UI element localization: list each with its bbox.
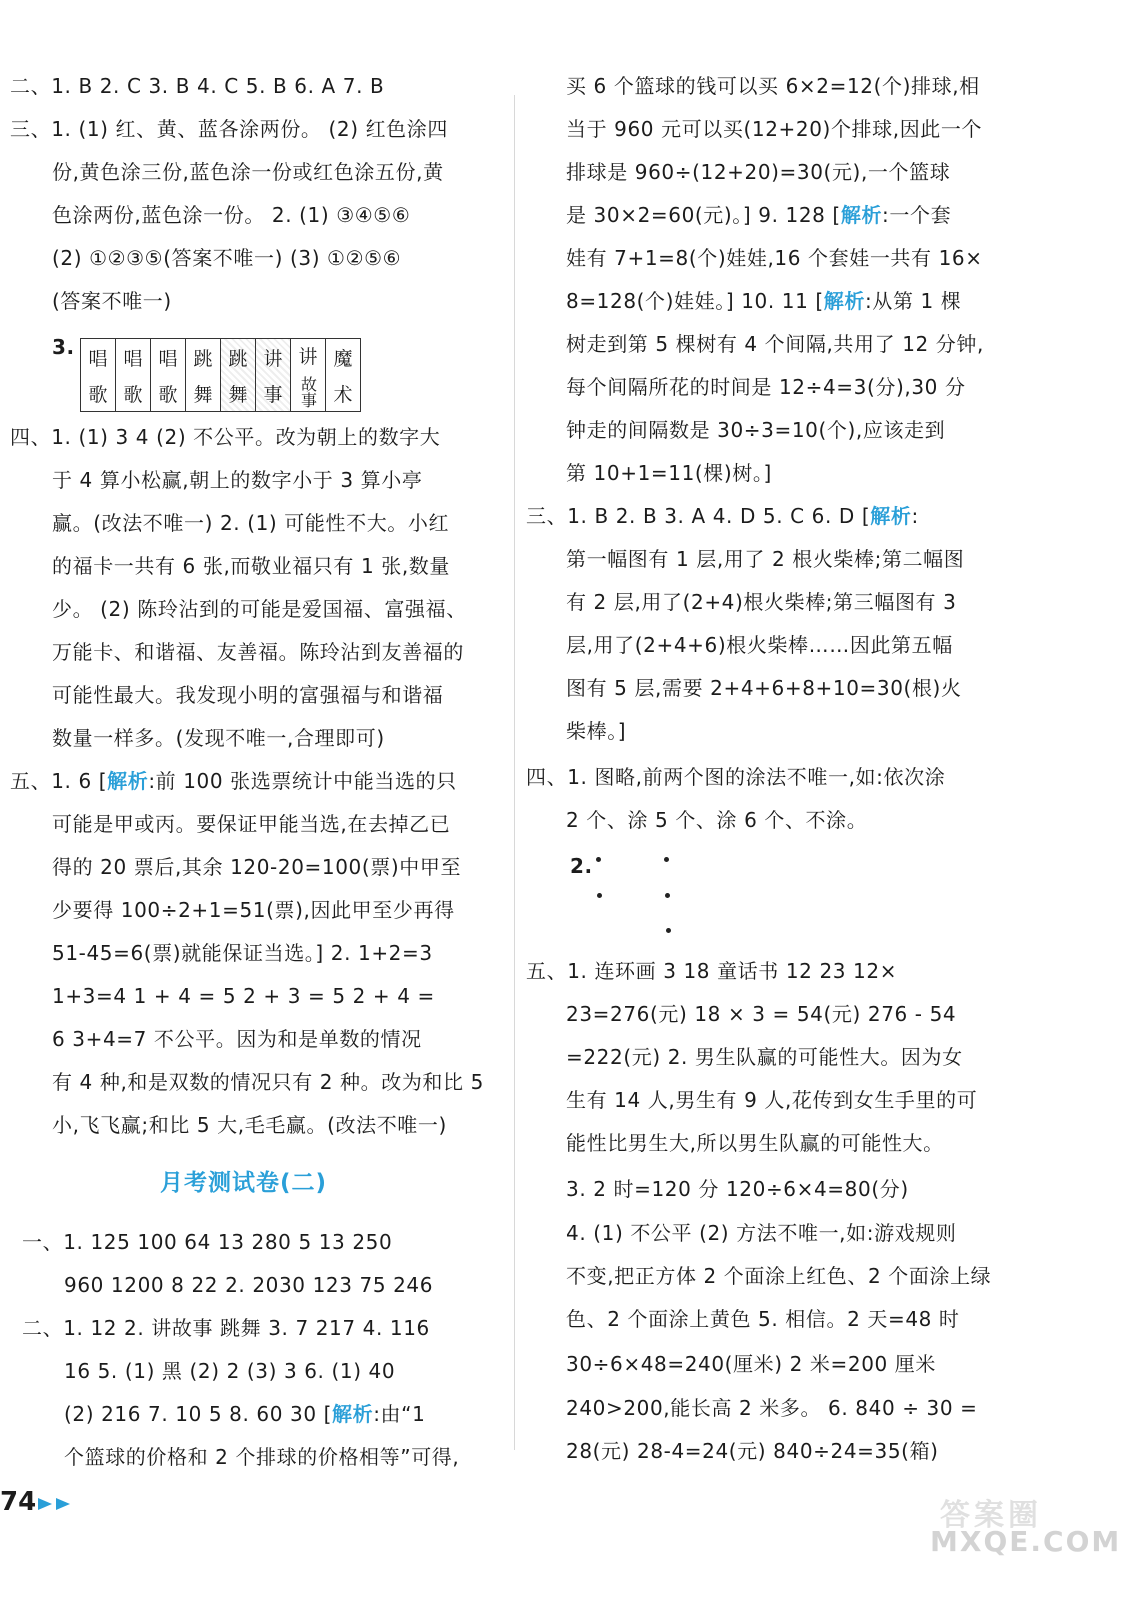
card-bottom: 歌 [88,383,108,406]
card-top: 魔 [333,347,353,370]
answer-line: 二、1. B 2. C 3. B 4. C 5. B 6. A 7. B [10,74,385,98]
answer-line: 3. 2 时=120 分 120÷6×4=80(分) [566,1177,909,1201]
answer-line: 二、1. 12 2. 讲故事 跳舞 3. 7 217 4. 116 [22,1316,430,1340]
card-question-label: 3. [52,335,75,359]
answer-line: 能性比男生大,所以男生队赢的可能性大。 [566,1131,944,1155]
answer-line: 第一幅图有 1 层,用了 2 根火柴棒;第二幅图 [566,547,965,571]
answer-line: 1+3=4 1 + 4 = 5 2 + 3 = 5 2 + 4 = [52,984,435,1008]
figure-dot [666,928,671,933]
figure-dot [665,893,670,898]
answer-line: 柴棒。] [566,719,627,743]
figure-dot [596,857,601,862]
answer-line: 层,用了(2+4+6)根火柴棒……因此第五幅 [566,633,953,657]
card-bottom: 舞 [228,383,248,406]
card-top: 唱 [88,347,108,370]
answer-line: 一、1. 125 100 64 13 280 5 13 250 [22,1230,393,1254]
program-card-marked [256,339,291,411]
answer-line: =222(元) 2. 男生队赢的可能性大。因为女 [566,1045,963,1069]
answer-line: (2) ①②③⑤(答案不唯一) (3) ①②⑤⑥ [52,246,402,270]
answer-line: 不变,把正方体 2 个面涂上红色、2 个面涂上绿 [566,1264,992,1288]
answer-line: 有 4 种,和是双数的情况只有 2 种。改为和比 5 [52,1070,484,1094]
answer-line: 少要得 100÷2+1=51(票),因此甲至少再得 [52,898,455,922]
answer-line: 图有 5 层,需要 2+4+6+8+10=30(根)火 [566,676,962,700]
answer-line: 第 10+1=11(棵)树。] [566,461,772,485]
section-title: 月考测试卷(二) [160,1170,328,1196]
answer-line: 钟走的间隔数是 30÷3=10(个),应该走到 [566,418,946,442]
figure-dot [664,857,669,862]
card-bottom: 故事 [298,375,318,408]
answer-line: 可能性最大。我发现小明的富强福与和谐福 [52,683,444,707]
program-card-marked [221,339,256,411]
answer-line: 万能卡、和谐福、友善福。陈玲沾到友善福的 [52,640,464,664]
answer-line: 娃有 7+1=8(个)娃娃,16 个套娃一共有 16× [566,246,983,270]
answer-line: 小,飞飞赢;和比 5 大,毛毛赢。(改法不唯一) [52,1113,447,1137]
answer-line: 4. (1) 不公平 (2) 方法不唯一,如:游戏规则 [566,1221,957,1245]
column-divider [514,95,515,1450]
answer-line: 8=128(个)娃娃。] 10. 11 [解析:从第 1 棵 [566,289,962,313]
answer-line: 个篮球的价格和 2 个排球的价格相等”可得, [64,1445,460,1469]
program-card [291,339,326,411]
card-top: 讲 [298,346,318,369]
answer-line: (2) 216 7. 10 5 8. 60 30 [解析:由“1 [64,1402,426,1426]
answer-line: 51-45=6(票)就能保证当选。] 2. 1+2=3 [52,941,433,965]
figure-dot [597,893,602,898]
watermark-text: MXQE.COM [930,1525,1122,1558]
answer-line: 排球是 960÷(12+20)=30(元),一个篮球 [566,160,951,184]
answer-line: 少。 (2) 陈玲沾到的可能是爱国福、富强福、 [52,597,467,621]
answer-line: 得的 20 票后,其余 120-20=100(票)中甲至 [52,855,462,879]
card-bottom: 歌 [123,383,143,406]
answer-line: 买 6 个篮球的钱可以买 6×2=12(个)排球,相 [566,74,980,98]
program-card [326,339,360,411]
page-number: 74 [0,1487,37,1517]
answer-line: 三、1. B 2. B 3. A 4. D 5. C 6. D [解析: [526,504,919,528]
answer-line: 每个间隔所花的时间是 12÷4=3(分),30 分 [566,375,966,399]
card-top: 讲 [263,347,283,370]
card-bottom: 事 [263,383,283,406]
watermark-logo: 答案圈 [940,1498,1042,1533]
program-card [81,339,116,411]
answer-line: 三、1. (1) 红、黄、蓝各涂两份。 (2) 红色涂四 [10,117,448,141]
answer-line: 2 个、涂 5 个、涂 6 个、不涂。 [566,808,868,832]
double-arrow-icon [38,1496,78,1512]
answer-line: 树走到第 5 棵树有 4 个间隔,共用了 12 分钟, [566,332,984,356]
answer-line: 2. [570,854,593,878]
answer-line: 份,黄色涂三份,蓝色涂一份或红色涂五份,黄 [52,160,444,184]
answer-line: 五、1. 6 [解析:前 100 张选票统计中能当选的只 [10,769,457,793]
answer-line: 当于 960 元可以买(12+20)个排球,因此一个 [566,117,983,141]
card-top: 唱 [123,347,143,370]
card-bottom: 术 [333,383,353,406]
answer-line: 有 2 层,用了(2+4)根火柴棒;第三幅图有 3 [566,590,957,614]
answer-line: 6 3+4=7 不公平。因为和是单数的情况 [52,1027,422,1051]
program-card [186,339,221,411]
answer-line: 四、1. 图略,前两个图的涂法不唯一,如:依次涂 [526,765,946,789]
answer-line: 四、1. (1) 3 4 (2) 不公平。改为朝上的数字大 [10,425,441,449]
answer-line: 生有 14 人,男生有 9 人,花传到女生手里的可 [566,1088,978,1112]
answer-line: 16 5. (1) 黑 (2) 2 (3) 3 6. (1) 40 [64,1359,396,1383]
answer-line: 28(元) 28-4=24(元) 840÷24=35(箱) [566,1439,939,1463]
card-top: 跳 [228,347,248,370]
card-top: 跳 [193,347,213,370]
program-card [116,339,151,411]
answer-line: 240>200,能长高 2 米多。 6. 840 ÷ 30 = [566,1396,978,1420]
answer-line: 可能是甲或丙。要保证甲能当选,在去掉乙已 [52,812,451,836]
answer-line: 五、1. 连环画 3 18 童话书 12 23 12× [526,959,898,983]
card-bottom: 舞 [193,383,213,406]
answer-line: (答案不唯一) [52,289,172,313]
answer-line: 是 30×2=60(元)。] 9. 128 [解析:一个套 [566,203,952,227]
answer-line: 于 4 算小松赢,朝上的数字小于 3 算小亭 [52,468,423,492]
program-cards [80,338,361,412]
answer-line: 赢。(改法不唯一) 2. (1) 可能性不大。小红 [52,511,450,535]
card-top: 唱 [158,347,178,370]
answer-line: 色涂两份,蓝色涂一份。 2. (1) ③④⑤⑥ [52,203,411,227]
answer-line: 色、2 个面涂上黄色 5. 相信。2 天=48 时 [566,1307,960,1331]
answer-line: 数量一样多。(发现不唯一,合理即可) [52,726,385,750]
program-card [151,339,186,411]
answer-line: 的福卡一共有 6 张,而敬业福只有 1 张,数量 [52,554,450,578]
answer-line: 30÷6×48=240(厘米) 2 米=200 厘米 [566,1352,937,1376]
answer-line: 960 1200 8 22 2. 2030 123 75 246 [64,1273,434,1297]
card-bottom: 歌 [158,383,178,406]
answer-line: 23=276(元) 18 × 3 = 54(元) 276 - 54 [566,1002,957,1026]
